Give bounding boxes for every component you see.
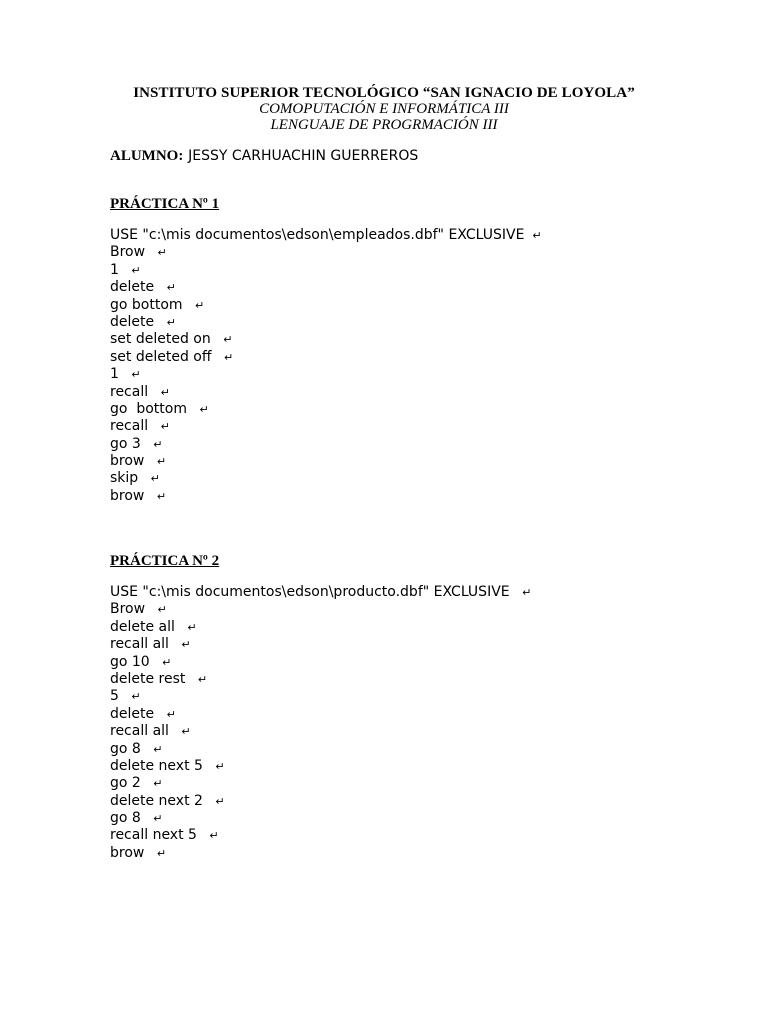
command-text: 1 [110,366,124,383]
command-text: delete [110,705,159,722]
subject-name: LENGUAJE DE PROGRMACIÓN III [270,117,498,133]
return-icon: ↵ [223,333,233,347]
student-label: ALUMNO: [110,148,184,164]
institute-name: INSTITUTO SUPERIOR TECNOLÓGICO “SAN IGNACIO DE LOYOLA” [133,85,635,101]
return-icon: ↵ [197,672,208,686]
command-line [110,314,542,331]
command-text: brow [110,453,149,470]
command-text: recall [110,383,153,400]
return-icon: ↵ [166,281,176,295]
return-icon: ↵ [153,742,163,756]
student-name: JESSY CARHUACHIN GUERREROS [188,148,419,164]
command-text: go 8 [110,810,146,827]
command-text: go 2 [110,775,146,792]
return-icon: ↵ [199,402,209,416]
command-text: delete rest [110,670,190,687]
command-line [110,775,531,792]
return-icon: ↵ [522,586,532,599]
command-line [110,244,542,261]
command-text: set deleted off [110,348,216,365]
command-text: delete [110,279,159,296]
command-text: Brow [110,601,150,618]
command-line [110,758,531,775]
return-icon: ↵ [195,298,205,312]
command-list [110,227,542,505]
return-icon: ↵ [209,829,219,843]
command-text: go 10 [110,653,155,670]
command-text: Brow [110,244,150,261]
command-text: go 3 [110,435,146,452]
return-icon: ↵ [157,603,167,617]
command-line [110,366,542,383]
command-line [110,671,531,688]
command-text: go 8 [110,740,146,757]
return-icon: ↵ [166,707,176,721]
return-icon: ↵ [156,455,167,469]
command-text: USE "c:\mis documentos\edson\empleados.dbf" EXCLUSIVE [110,227,525,243]
command-line [110,470,542,487]
return-icon: ↵ [187,620,197,634]
command-line [110,401,542,418]
return-icon: ↵ [131,263,141,277]
command-line [110,227,542,244]
command-line [110,349,542,366]
return-icon: ↵ [153,777,163,791]
command-text: 5 [110,688,124,705]
command-line [110,723,531,740]
command-line [110,619,531,636]
command-text: recall next 5 [110,827,202,844]
command-text: go bottom [110,400,192,417]
command-line [110,654,531,671]
command-line [110,601,531,618]
return-icon: ↵ [215,794,225,808]
return-icon: ↵ [150,472,160,486]
command-line [110,706,531,723]
practice-section-2 [110,552,531,862]
course-name: COMOPUTACIÓN E INFORMÁTICA III [259,101,509,117]
command-text: recall [110,418,153,435]
command-line [110,636,531,653]
command-line [110,436,542,453]
command-text: USE "c:\mis documentos\edson\producto.dbf" EXCLUSIVE [110,584,515,600]
command-line [110,488,542,505]
return-icon: ↵ [181,638,191,652]
practice-title: PRÁCTICA Nº 2 [110,553,220,569]
return-icon: ↵ [153,437,163,451]
return-icon: ↵ [153,812,163,826]
command-line [110,584,531,601]
return-icon: ↵ [166,315,176,329]
command-line [110,453,542,470]
command-list [110,584,531,862]
command-line [110,688,531,705]
command-text: delete next 5 [110,757,208,774]
command-text: delete next 2 [110,792,208,809]
return-icon: ↵ [223,350,234,364]
command-text: go bottom [110,296,187,313]
command-line [110,418,542,435]
return-icon: ↵ [181,725,191,739]
command-text: recall all [110,723,174,740]
return-icon: ↵ [156,846,167,860]
return-icon: ↵ [156,489,167,503]
command-line [110,384,542,401]
return-icon: ↵ [215,759,225,773]
command-text: delete all [110,618,180,635]
practice-title: PRÁCTICA Nº 1 [110,196,220,212]
command-text: skip [110,470,143,487]
return-icon: ↵ [532,229,542,242]
command-text: delete [110,313,159,330]
command-line [110,793,531,810]
command-line [110,810,531,827]
return-icon: ↵ [162,655,172,669]
command-line [110,297,542,314]
return-icon: ↵ [131,690,141,704]
command-line [110,845,531,862]
command-text: 1 [110,261,124,278]
command-text: set deleted on [110,331,216,348]
return-icon: ↵ [160,385,170,399]
command-line [110,331,542,348]
command-line [110,262,542,279]
command-line [110,827,531,844]
command-text: brow [110,487,149,504]
command-text: recall all [110,636,174,653]
return-icon: ↵ [157,246,167,260]
student-line [110,146,418,165]
command-line [110,741,531,758]
document-header [0,85,768,133]
command-line [110,279,542,296]
return-icon: ↵ [131,368,141,382]
practice-section-1 [110,195,542,505]
return-icon: ↵ [160,420,170,434]
command-text: brow [110,844,149,861]
